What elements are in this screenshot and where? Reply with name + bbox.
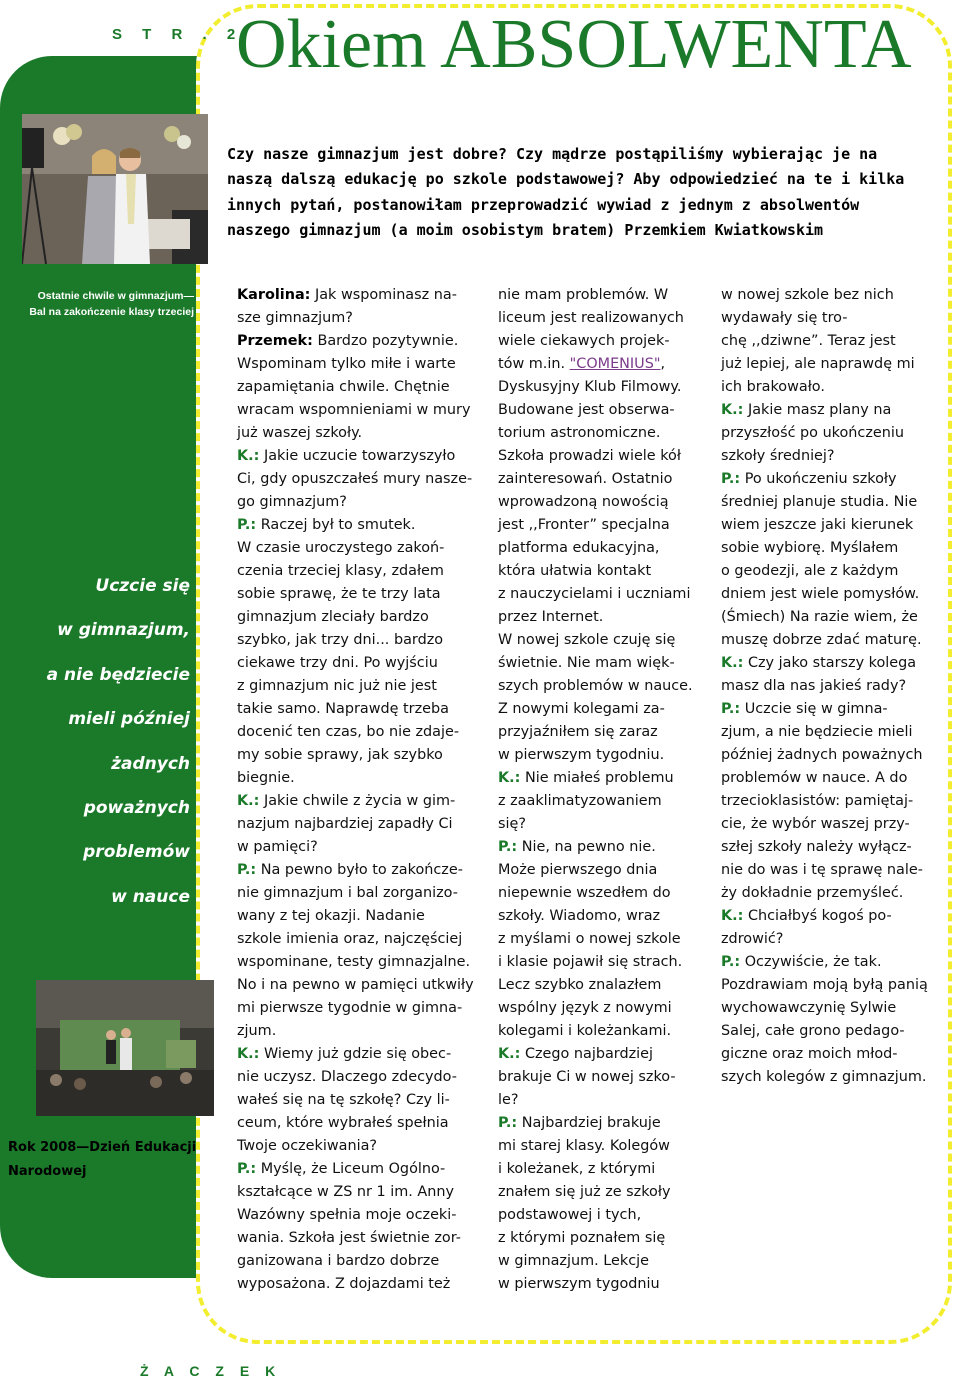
line-text: ich brakowało.: [721, 379, 825, 395]
line-text: wspominane, testy gimnazjalne.: [237, 954, 471, 970]
line-text: ceum, które wybrałeś spełnia: [237, 1115, 449, 1131]
line-text: Wspominam tylko miłe i warte: [237, 356, 456, 372]
line-text: szkole imienia oraz, najczęściej: [237, 931, 463, 947]
article-line: [721, 744, 951, 767]
line-text: wałeś się na tę szkołę? Czy li-: [237, 1092, 450, 1108]
line-text: Jakie uczucie towarzyszyło: [259, 448, 456, 464]
speaker-label: K.:: [498, 1046, 521, 1062]
speaker-label: P.:: [721, 954, 741, 970]
speaker-label: Karolina:: [237, 287, 311, 303]
line-text: chę ,,dziwne”. Teraz jest: [721, 333, 896, 349]
line-text: zjum.: [237, 1023, 277, 1039]
line-text: nie do was i tę sprawę nale-: [721, 862, 923, 878]
line-text: le?: [498, 1092, 519, 1108]
article-line: [498, 1043, 708, 1066]
article-line: [721, 882, 951, 905]
article-line: [721, 951, 951, 974]
article-line: [237, 951, 487, 974]
speaker-label: K.:: [237, 1046, 260, 1062]
speaker-label: P.:: [498, 1115, 518, 1131]
article-line: [498, 767, 708, 790]
article-line: [237, 905, 487, 928]
article-line: [498, 491, 708, 514]
article-line: [721, 514, 951, 537]
article-line: [237, 1204, 487, 1227]
line-text: niepewnie wszedłem do: [498, 885, 671, 901]
line-text: sze gimnazjum?: [237, 310, 353, 326]
article-line: [721, 836, 951, 859]
line-text: nie mam problemów. W: [498, 287, 669, 303]
line-text: Jak wspominasz na-: [310, 287, 457, 303]
line-text: średniej planuje studia. Nie: [721, 494, 918, 510]
line-text: z którymi poznałem się: [498, 1230, 666, 1246]
line-text: z nauczycielami i uczniami: [498, 586, 691, 602]
comenius-link[interactable]: "COMENIUS": [569, 356, 661, 372]
article-line: [721, 859, 951, 882]
line-text: sobie sprawę, że te trzy lata: [237, 586, 441, 602]
article-line: [237, 836, 487, 859]
line-text: przez Internet.: [498, 609, 604, 625]
photo-caption-education-day: Rok 2008—Dzień Edukacji Narodowej: [8, 1140, 197, 1179]
article-line: [721, 721, 951, 744]
line-text: Budowane jest obserwa-: [498, 402, 675, 418]
article-line: [498, 652, 708, 675]
article-line: [237, 1112, 487, 1135]
article-line: [237, 744, 487, 767]
line-text: Czy jako starszy kolega: [743, 655, 917, 671]
article-line: [237, 330, 487, 353]
line-text: i klasie pojawił się strach.: [498, 954, 683, 970]
line-text: nie uczysz. Dlaczego zdecydo-: [237, 1069, 457, 1085]
article-line: [721, 790, 951, 813]
article-line: [237, 1089, 487, 1112]
article-line: [498, 330, 708, 353]
line-text: Salej, całe grono pedago-: [721, 1023, 905, 1039]
line-text: i koleżanek, z którymi: [498, 1161, 656, 1177]
line-text: biegnie.: [237, 770, 295, 786]
line-text: zainteresowań. Ostatnio: [498, 471, 673, 487]
article-line: [237, 514, 487, 537]
line-text: Nie miałeś problemu: [520, 770, 674, 786]
line-text: Może pierwszego dnia: [498, 862, 658, 878]
line-text: sobie wybiorę. Myślałem: [721, 540, 899, 556]
article-line: [237, 629, 487, 652]
line-text: wyposażona. Z dojazdami też: [237, 1276, 451, 1292]
sidebar-quote: Uczcie się w gimnazjum, a nie będziecie mieli później żadnych poważnych problemów w nauce: [46, 576, 190, 907]
article-line: [237, 1250, 487, 1273]
article-line: [237, 1043, 487, 1066]
line-text: No i na pewno w pamięci utkwiły: [237, 977, 474, 993]
article-line: [721, 767, 951, 790]
article-line: [498, 1089, 708, 1112]
line-text: Ci, gdy opuszczałeś mury nasze-: [237, 471, 473, 487]
line-text: tów m.in.: [498, 356, 570, 372]
article-line: [498, 1250, 708, 1273]
speaker-label: K.:: [498, 770, 521, 786]
article-line: [721, 1020, 951, 1043]
article-line: [721, 629, 951, 652]
line-text: Raczej był to smutek.: [256, 517, 416, 533]
line-text: masz dla nas jakieś rady?: [721, 678, 907, 694]
article-line: [498, 606, 708, 629]
article-line: [721, 675, 951, 698]
speaker-label: K.:: [237, 793, 260, 809]
article-line: [498, 928, 708, 951]
line-text: już waszej szkoły.: [237, 425, 363, 441]
article-line: [237, 767, 487, 790]
line-text: podstawowej i tych,: [498, 1207, 642, 1223]
article-line: [237, 376, 487, 399]
article-line: [498, 744, 708, 767]
speaker-label: P.:: [237, 1161, 257, 1177]
line-text: docenić ten czas, bo nie zdaje-: [237, 724, 460, 740]
line-text: szych problemów w nauce.: [498, 678, 693, 694]
line-text: nazjum najbardziej zapadły Ci: [237, 816, 453, 832]
line-text: Szkoła prowadzi wiele kół: [498, 448, 681, 464]
line-text: Bardzo pozytywnie.: [312, 333, 459, 349]
article-line: [237, 353, 487, 376]
line-text: Wazówny spełnia moje oczeki-: [237, 1207, 457, 1223]
article-line: [498, 537, 708, 560]
page-number: S T R . 2: [112, 26, 244, 43]
article-line: [237, 790, 487, 813]
article-line: [237, 974, 487, 997]
line-text: mi starej klasy. Kolegów: [498, 1138, 670, 1154]
article-line: [721, 1043, 951, 1066]
article-line: [721, 997, 951, 1020]
article-line: [237, 606, 487, 629]
article-line: [498, 882, 708, 905]
line-text: brakuje Ci w nowej szko-: [498, 1069, 676, 1085]
article-line: [237, 813, 487, 836]
article-line: [498, 813, 708, 836]
line-text: Lecz szybko znalazłem: [498, 977, 662, 993]
article-line: [498, 859, 708, 882]
article-line: [237, 1227, 487, 1250]
line-text: Nie, na pewno nie.: [517, 839, 656, 855]
article-line: [721, 928, 951, 951]
article-line: [237, 583, 487, 606]
article-intro: Czy nasze gimnazjum jest dobre? Czy mądrze postąpiliśmy wybierając je na naszą dalszą edukację po szkole podstawowej? Aby odpowiedzieć na te i kilka innych pytań, postanowiłam przeprowadzić wywiad z jednym z absolwentów naszego gimnazjum (a moim osobistym bratem) Przemkiem Kwiatkowskim: [227, 145, 905, 239]
line-text: zdrowić?: [721, 931, 784, 947]
photo-education-day: [36, 980, 214, 1116]
line-text: Czego najbardziej: [520, 1046, 654, 1062]
article-line: [237, 445, 487, 468]
article-line: [237, 284, 487, 307]
line-text: która ułatwia kontakt: [498, 563, 652, 579]
article-line: [498, 1181, 708, 1204]
article-line: [498, 905, 708, 928]
article-line: [721, 560, 951, 583]
line-text: znałem się już ze szkoły: [498, 1184, 671, 1200]
article-line: [721, 537, 951, 560]
line-text: go gimnazjum?: [237, 494, 347, 510]
line-text: problemów w nauce. A do: [721, 770, 908, 786]
article-line: [237, 1158, 487, 1181]
article-line: [721, 974, 951, 997]
line-text: z myślami o nowej szkole: [498, 931, 681, 947]
article-line: [237, 422, 487, 445]
line-text: torium astronomiczne.: [498, 425, 661, 441]
line-text: dniem jest wiele pomysłów.: [721, 586, 920, 602]
line-text: zjum, a nie będziecie mieli: [721, 724, 913, 740]
line-text: czenia trzeciej klasy, zdałem: [237, 563, 444, 579]
line-text: szych kolegów z gimnazjum.: [721, 1069, 927, 1085]
line-text: Jakie chwile z życia w gim-: [259, 793, 456, 809]
line-text: Pozdrawiam moją byłą panią: [721, 977, 928, 993]
article-line: [498, 629, 708, 652]
photo-prom-couple: [22, 114, 208, 264]
article-line: [237, 468, 487, 491]
speaker-label: P.:: [721, 701, 741, 717]
article-line: [498, 974, 708, 997]
article-line: [498, 514, 708, 537]
page-title: Okiem ABSOLWENTA: [236, 6, 912, 83]
article-line: [498, 1135, 708, 1158]
line-text: kolegami i koleżankami.: [498, 1023, 672, 1039]
article-line: [498, 445, 708, 468]
footer-label: Ż A C Z E K: [140, 1363, 282, 1379]
article-line: [237, 698, 487, 721]
article-line: [721, 491, 951, 514]
line-text: się?: [498, 816, 526, 832]
article-line: [498, 583, 708, 606]
line-text: ganizowana i bardzo dobrze: [237, 1253, 440, 1269]
article-line: [498, 721, 708, 744]
article-column-2: [498, 284, 708, 1296]
article-line: [498, 284, 708, 307]
line-text: wiele ciekawych projek-: [498, 333, 670, 349]
line-text: jest ,,Fronter” specjalna: [498, 517, 670, 533]
article-line: [237, 537, 487, 560]
line-text: z gimnazjum nic już nie jest: [237, 678, 437, 694]
article-line: [237, 997, 487, 1020]
line-text: wiem jeszcze jaki kierunek: [721, 517, 914, 533]
article-line: [237, 675, 487, 698]
article-line: [498, 698, 708, 721]
article-line: [721, 905, 951, 928]
line-text: W czasie uroczystego zakoń-: [237, 540, 445, 556]
article-line: [721, 284, 951, 307]
line-text: cie, że wybór waszej przy-: [721, 816, 910, 832]
article-line: [721, 422, 951, 445]
line-text: ,: [660, 356, 666, 372]
article-line: [498, 1020, 708, 1043]
line-text: szkoły. Wiadomo, wraz: [498, 908, 661, 924]
line-text: Jakie masz plany na: [743, 402, 892, 418]
article-line: [498, 1227, 708, 1250]
line-text: Myślę, że Liceum Ogólno-: [256, 1161, 446, 1177]
speaker-label: K.:: [721, 655, 744, 671]
photo-caption-prom: Ostatnie chwile w gimnazjum— Bal na zakończenie klasy trzeciej: [29, 290, 194, 318]
line-text: z zaaklimatyzowaniem: [498, 793, 662, 809]
article-line: [498, 560, 708, 583]
article-line: [237, 721, 487, 744]
line-text: później żadnych poważnych: [721, 747, 923, 763]
line-text: liceum jest realizowanych: [498, 310, 684, 326]
article-line: [498, 468, 708, 491]
article-line: [721, 583, 951, 606]
article-line: [498, 307, 708, 330]
article-line: [498, 951, 708, 974]
line-text: Uczcie się w gimna-: [740, 701, 888, 717]
speaker-label: P.:: [498, 839, 518, 855]
line-text: Dyskusyjny Klub Filmowy.: [498, 379, 682, 395]
article-line: [721, 606, 951, 629]
line-text: ciekawe trzy dni. Po wyjściu: [237, 655, 438, 671]
line-text: zapamiętania chwile. Chętnie: [237, 379, 450, 395]
article-line: [237, 399, 487, 422]
line-text: szkoły średniej?: [721, 448, 835, 464]
article-column-1: [237, 284, 487, 1296]
article-line: [721, 353, 951, 376]
line-text: w gimnazjum. Lekcje: [498, 1253, 649, 1269]
article-line: [498, 376, 708, 399]
speaker-label: P.:: [721, 471, 741, 487]
line-text: platforma edukacyjna,: [498, 540, 660, 556]
line-text: przyjaźniłem się zaraz: [498, 724, 658, 740]
line-text: mi pierwsze tygodnie w gimna-: [237, 1000, 463, 1016]
article-line: [237, 307, 487, 330]
line-text: nie gimnazjum i bal zorganizo-: [237, 885, 458, 901]
line-text: wania. Szkoła jest świetnie zor-: [237, 1230, 461, 1246]
line-text: o geodezji, ale z każdym: [721, 563, 899, 579]
article-line: [721, 330, 951, 353]
speaker-label: K.:: [237, 448, 260, 464]
line-text: trzecioklasistów: pamiętaj-: [721, 793, 914, 809]
line-text: kształcące w ZS nr 1 im. Anny: [237, 1184, 455, 1200]
article-line: [498, 1158, 708, 1181]
article-line: [237, 859, 487, 882]
article-line: [498, 1204, 708, 1227]
line-text: (Śmiech) Na razie wiem, że: [721, 609, 918, 625]
article-column-3: [721, 284, 951, 1089]
line-text: muszę dobrze zdać maturę.: [721, 632, 922, 648]
line-text: Po ukończeniu szkoły: [740, 471, 897, 487]
line-text: Z nowymi kolegami za-: [498, 701, 665, 717]
article-line: [498, 836, 708, 859]
article-line: [721, 698, 951, 721]
speaker-label: P.:: [237, 862, 257, 878]
line-text: w pierwszym tygodniu.: [498, 747, 665, 763]
line-text: giczne oraz moich młod-: [721, 1046, 898, 1062]
article-line: [498, 353, 708, 376]
article-line: [237, 1181, 487, 1204]
line-text: szybko, jak trzy dni... bardzo: [237, 632, 444, 648]
article-line: [237, 1020, 487, 1043]
article-line: [237, 1135, 487, 1158]
article-line: [498, 997, 708, 1020]
article-line: [237, 491, 487, 514]
line-text: już lepiej, ale naprawdę mi: [721, 356, 915, 372]
article-line: [721, 399, 951, 422]
line-text: Na pewno było to zakończe-: [256, 862, 463, 878]
line-text: w nowej szkole bez nich: [721, 287, 894, 303]
line-text: ży dokładnie przemyśleć.: [721, 885, 904, 901]
line-text: przyszłość po ukończeniu: [721, 425, 904, 441]
line-text: Najbardziej brakuje: [517, 1115, 661, 1131]
speaker-label: K.:: [721, 402, 744, 418]
line-text: Chciałbyś kogoś po-: [743, 908, 892, 924]
line-text: gimnazjum zleciały bardzo: [237, 609, 429, 625]
article-line: [237, 882, 487, 905]
line-text: Twoje oczekiwania?: [237, 1138, 378, 1154]
article-line: [498, 1273, 708, 1296]
speaker-label: K.:: [721, 908, 744, 924]
line-text: w pierwszym tygodniu: [498, 1276, 660, 1292]
article-line: [237, 1273, 487, 1296]
article-line: [721, 445, 951, 468]
article-line: [721, 468, 951, 491]
article-line: [498, 399, 708, 422]
line-text: wychowawczynię Sylwie: [721, 1000, 897, 1016]
line-text: wydawały się tro-: [721, 310, 848, 326]
line-text: wspólny język z nowymi: [498, 1000, 672, 1016]
line-text: takie samo. Naprawdę trzeba: [237, 701, 449, 717]
line-text: Oczywiście, że tak.: [740, 954, 882, 970]
line-text: wracam wspomnieniami w mury: [237, 402, 471, 418]
article-line: [498, 790, 708, 813]
article-line: [498, 1112, 708, 1135]
article-line: [237, 652, 487, 675]
line-text: W nowej szkole czuję się: [498, 632, 676, 648]
article-line: [237, 928, 487, 951]
line-text: wany z tej okazji. Nadanie: [237, 908, 425, 924]
article-line: [237, 560, 487, 583]
article-line: [498, 1066, 708, 1089]
article-line: [721, 652, 951, 675]
line-text: świetnie. Nie mam więk-: [498, 655, 675, 671]
article-line: [498, 675, 708, 698]
article-line: [721, 1066, 951, 1089]
line-text: my sobie sprawy, jak szybko: [237, 747, 443, 763]
article-line: [721, 813, 951, 836]
speaker-label: P.:: [237, 517, 257, 533]
line-text: wprowadzoną nowością: [498, 494, 669, 510]
article-line: [498, 422, 708, 445]
line-text: szłej szkoły należy wyłącz-: [721, 839, 912, 855]
article-line: [721, 307, 951, 330]
article-line: [237, 1066, 487, 1089]
line-text: Wiemy już gdzie się obec-: [259, 1046, 452, 1062]
article-line: [721, 376, 951, 399]
line-text: w pamięci?: [237, 839, 318, 855]
speaker-label: Przemek:: [237, 333, 313, 349]
